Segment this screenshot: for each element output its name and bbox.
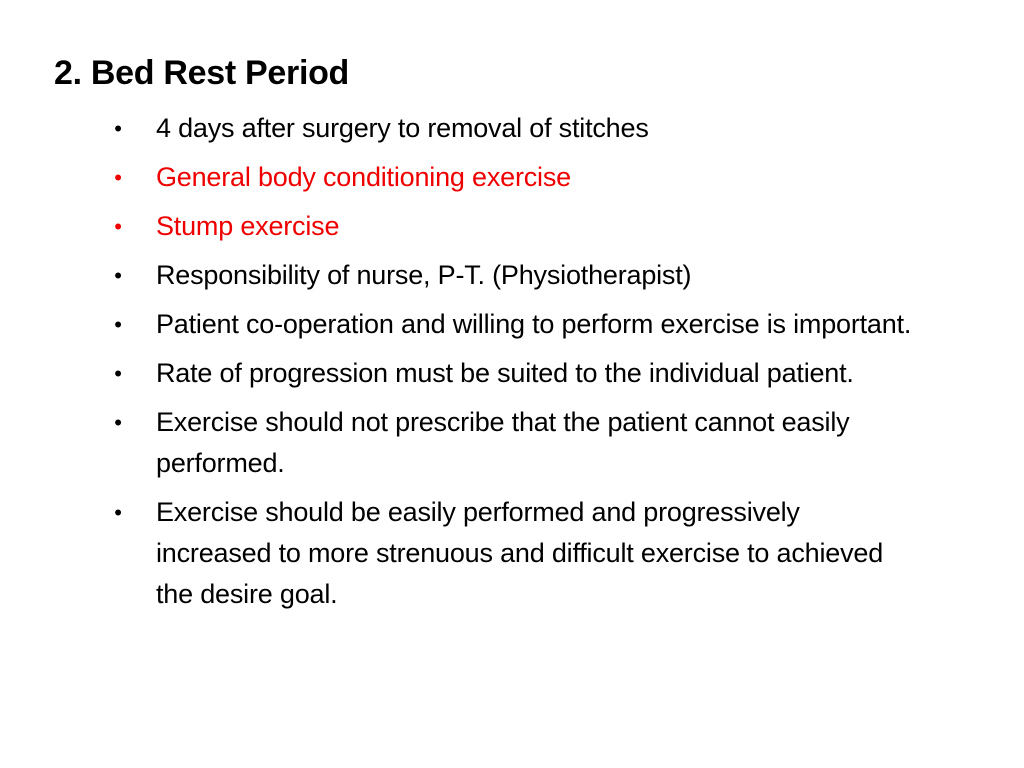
bullet-dot-icon: • xyxy=(114,312,122,337)
bullet-item xyxy=(0,304,916,345)
bullet-item xyxy=(0,108,916,149)
bullet-item xyxy=(0,492,916,615)
bullet-item xyxy=(0,402,916,484)
slide-title: 2. Bed Rest Period xyxy=(54,54,350,92)
bullet-item xyxy=(0,206,916,247)
bullet-text: Exercise should be easily performed and progressively increased to more strenuous and difficult exercise to achieved the desire goal. xyxy=(156,497,884,609)
bullet-text: Patient co-operation and willing to perform exercise is important. xyxy=(156,309,912,339)
bullet-dot-icon: • xyxy=(114,263,122,288)
bullet-text: Responsibility of nurse, P-T. (Physiotherapist) xyxy=(156,260,692,290)
bullet-dot-icon: • xyxy=(114,500,122,525)
bullet-dot-icon: • xyxy=(114,116,122,141)
bullet-item xyxy=(0,157,916,198)
bullet-text: 4 days after surgery to removal of stitches xyxy=(156,113,649,143)
bullet-dot-icon: • xyxy=(114,361,122,386)
bullet-text: Exercise should not prescribe that the patient cannot easily performed. xyxy=(156,407,850,478)
bullet-text: Rate of progression must be suited to the individual patient. xyxy=(156,358,854,388)
bullet-dot-icon: • xyxy=(114,165,122,190)
bullet-dot-icon: • xyxy=(114,410,122,435)
bullet-item xyxy=(0,353,916,394)
bullet-text: General body conditioning exercise xyxy=(156,162,571,192)
bullet-item xyxy=(0,255,916,296)
bullet-list xyxy=(0,108,1024,623)
bullet-text: Stump exercise xyxy=(156,211,340,241)
bullet-dot-icon: • xyxy=(114,214,122,239)
